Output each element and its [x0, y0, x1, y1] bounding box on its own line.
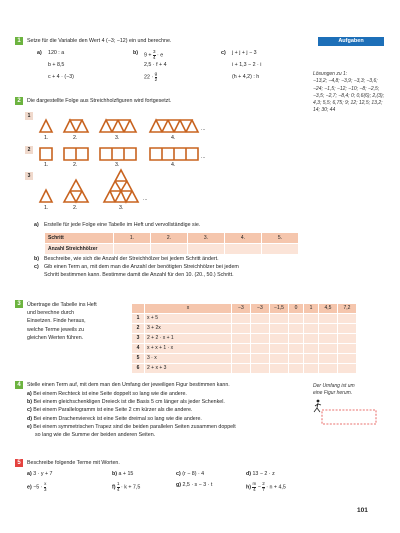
seq2-step4: 4. [171, 162, 176, 168]
seq1-dots: ... [201, 126, 206, 132]
ex2-text-c1: Gib einen Term an, mit dem man die Anzahl der benötigten Streichhölzer bei jedem [44, 264, 239, 270]
ex3-line: gleichen Werten führen. [27, 334, 84, 341]
ex1-a2: b + 8,5 [48, 62, 65, 68]
sequence-2-label: 2 [25, 146, 33, 154]
ex1-b3: 22 · $\frac{g}{2}$ [144, 71, 158, 82]
ex5-e: e) −5 · $\frac{x}{3}$ [27, 481, 47, 492]
ex1-b1: 9 + $\frac{3}{4}$ · e [144, 49, 164, 60]
terms-row-term: 3 · x [145, 354, 232, 364]
ex2-label-c: c) [34, 264, 39, 270]
terms-header-cell: x [145, 304, 232, 314]
exercise-2-title: Die dargestellte Folge aus Streichholzfiguren wird fortgesetzt. [27, 98, 172, 104]
exercise-4-title: Stelle einen Term auf, mit dem man den Umfang der jeweiligen Figur bestimmen kann. [27, 382, 230, 388]
ex4-item: e) Bei einem symmetrischen Trapez sind die beiden parallelen Seiten zusammen doppelt [27, 423, 236, 430]
ex5-h: h) $\frac{m}{4}$ − $\frac{2}{7}$ · n + 4,5 [246, 481, 286, 492]
exercise-1-title: Setze für die Variable den Wert 4 (−3; −12) ein und berechne. [27, 38, 172, 44]
seq3-dots: ... [143, 196, 148, 202]
terms-row-index: 1 [132, 314, 145, 324]
seq3-step1: 1. [44, 205, 49, 211]
terms-row-index: 3 [132, 334, 145, 344]
steps-header-cell: 5. [262, 233, 299, 244]
terms-row-term: x + x + 1 · x [145, 344, 232, 354]
steps-header-cell: 1. [114, 233, 151, 244]
seq2-dots: ... [201, 154, 206, 160]
ex5-g: g) 2,5 · s − 3 · t [176, 482, 213, 488]
terms-row-index: 2 [132, 324, 145, 334]
ex4-item: b) Bei einem gleichschenkligen Dreieck ist die Basis 5 cm länger als jeder Schenkel. [27, 399, 225, 406]
exercise-5-title: Beschreibe folgende Terme mit Worten. [27, 460, 120, 466]
steps-row-cell: Anzahl Streichhölzer [45, 244, 114, 255]
terms-header-cell: −3 [251, 304, 270, 314]
seq3-step2: 2. [73, 205, 78, 211]
solutions-text: −13,2; −4,8; −3,9; −3,3; −3,6; −24; −1,5; −12; −10; −8; −2,5; −3,5; −2,7; −8,4; 0; 0,6(6); 2,(3); 4,3; 5,5; 6,75; 9; 12; 12,5; 13,2; 14; 30; 44 [313, 78, 385, 114]
terms-header-cell: 4,5 [319, 304, 338, 314]
terms-header-cell: 7,2 [338, 304, 357, 314]
page-number: 101 [357, 507, 368, 514]
terms-row-term: 2 + 2 · x + 1 [145, 334, 232, 344]
terms-header-cell: 1 [304, 304, 319, 314]
ex4-item: so lang wie die Summe der beiden anderen Seiten. [35, 432, 156, 439]
exercise-1-number: 1 [15, 37, 23, 45]
seq2-step1: 1. [44, 162, 49, 168]
ex5-b: b) a + 15 [112, 471, 134, 477]
seq2-step3: 3. [115, 162, 120, 168]
terms-row-index: 5 [132, 354, 145, 364]
ex2-label-a: a) [34, 222, 39, 228]
ex1-c2: i + 1,3 − 2 · i [232, 62, 262, 68]
seq3-step3: 3. [119, 205, 124, 211]
sequence-1-label: 1 [25, 112, 33, 120]
exercise-4-number: 4 [15, 381, 23, 389]
terms-header-cell: 0 [289, 304, 304, 314]
ex5-d: d) 13 − 2 · z [246, 471, 275, 477]
terms-row-term: 3 + 2x [145, 324, 232, 334]
steps-header-cell: 2. [151, 233, 188, 244]
exercise-2-number: 2 [15, 97, 23, 105]
seq1-step4: 4. [171, 135, 176, 141]
exercise-5-number: 5 [15, 459, 23, 467]
ex4-item: a) Bei einem Rechteck ist eine Seite doppelt so lang wie die andere. [27, 391, 187, 397]
ex1-label-a: a) [37, 50, 42, 56]
solutions-title: Lösungen zu 1: [313, 71, 348, 77]
steps-header-cell: Schritt [45, 233, 114, 244]
seq1-step1: 1. [44, 135, 49, 141]
terms-row-term: 2 + x + 3 [145, 364, 232, 374]
ex2-text-c2: Schritt bestimmen kann. Bestimme damit die Anzahl für den 10. (20., 50.) Schritt. [44, 272, 234, 278]
ex5-c: c) (r − 8) · 4 [176, 471, 205, 477]
seq2-step2: 2. [73, 162, 78, 168]
terms-header-cell: −3 [232, 304, 251, 314]
ex4-item: c) Bei einem Parallelogramm ist eine Seite 2 cm kürzer als die andere. [27, 407, 193, 414]
ex3-line: welche Terme jeweils zu [27, 326, 85, 333]
ex1-a3: c + 4 · (−3) [48, 74, 74, 80]
seq1-step2: 2. [73, 135, 78, 141]
aufgaben-badge: Aufgaben [318, 37, 384, 46]
ex2-text-b: Beschreibe, wie sich die Anzahl der Streichhölzer bei jedem Schritt ändert. [44, 256, 219, 262]
steps-header-cell: 3. [188, 233, 225, 244]
ex1-c1: j + j + j − 3 [232, 50, 257, 56]
ex1-label-c: c) [221, 50, 226, 56]
ex1-b2: 2,5 · f + 4 [144, 62, 167, 68]
ex3-line: Einsetzen. Finde heraus, [27, 318, 86, 325]
ex3-line: Übertrage die Tabelle ins Heft [27, 302, 97, 308]
ex1-c3: (h + 4,2) : h [232, 74, 260, 80]
terms-row-term: x + 5 [145, 314, 232, 324]
ex5-a: a) 3 · y + 7 [27, 471, 53, 477]
hint-line: eine Figur herum. [313, 390, 353, 397]
terms-row-index: 6 [132, 364, 145, 374]
ex4-item: d) Bei einem Drachenviereck ist eine Seite dreimal so lang wie die andere. [27, 415, 202, 422]
ex5-f: f) $\frac{1}{4}$ · k + 7,5 [112, 481, 141, 492]
ex1-a1: 120 : a [48, 50, 65, 56]
terms-row-index: 4 [132, 344, 145, 354]
ex1-label-b: b) [133, 50, 138, 56]
ex2-text-a: Erstelle für jede Folge eine Tabelle im Heft und vervollständige sie. [44, 222, 201, 228]
seq1-step3: 3. [115, 135, 120, 141]
exercise-3-number: 3 [15, 300, 23, 308]
steps-header-cell: 4. [225, 233, 262, 244]
ex2-label-b: b) [34, 256, 39, 262]
terms-header-cell: −1,5 [270, 304, 289, 314]
sequence-3-label: 3 [25, 172, 33, 180]
hint-line: Der Umfang ist um [313, 383, 355, 389]
ex3-line: und berechne durch [27, 310, 75, 317]
